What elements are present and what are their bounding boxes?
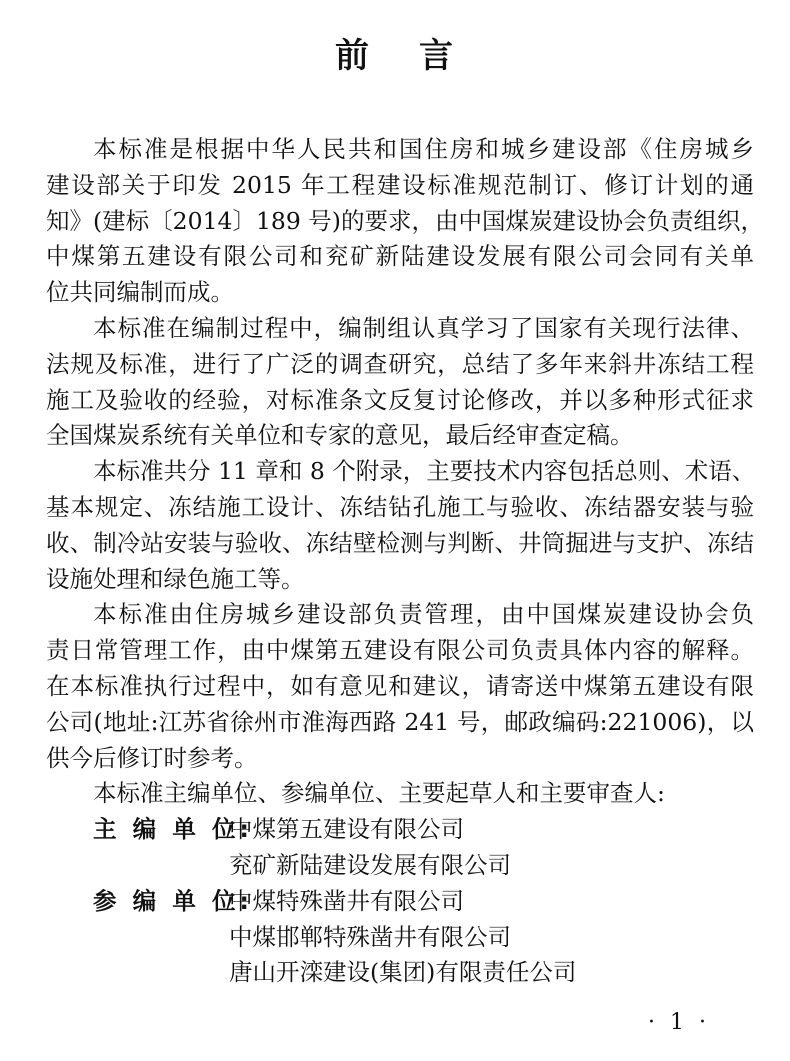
participating-unit-value-1: 中煤特殊凿井有限公司 — [229, 886, 464, 915]
para2-line4: 全国煤炭系统有关单位和专家的意见，最后经审查定稿。 — [46, 421, 634, 450]
participating-unit-value-2: 中煤邯郸特殊凿井有限公司 — [229, 922, 511, 951]
para3-line4: 设施处理和绿色施工等。 — [46, 564, 305, 593]
para2-line3: 施工及验收的经验，对标准条文反复讨论修改，并以多种形式征求 — [46, 385, 754, 414]
para1-line5: 位共同编制而成。 — [46, 278, 234, 307]
participating-unit-row-2 — [46, 920, 754, 956]
participating-unit-row-1 — [46, 884, 754, 920]
para4-line5: 供今后修订时参考。 — [46, 743, 258, 772]
title-char-2: 言 — [419, 36, 455, 76]
para1-line3: 知》(建标〔2014〕189 号)的要求，由中国煤炭建设协会负责组织， — [46, 206, 764, 235]
para2-line1: 本标准在编制过程中，编制组认真学习了国家有关现行法律、 — [93, 313, 754, 342]
para5-line1: 本标准主编单位、参编单位、主要起草人和主要审查人: — [93, 779, 665, 808]
para2-line2: 法规及标准，进行了广泛的调查研究，总结了多年来斜井冻结工程 — [46, 349, 754, 378]
chief-unit-row-2 — [46, 848, 754, 884]
page-title — [0, 28, 790, 77]
page-number: · 1 · — [648, 1010, 710, 1035]
para4-line4: 公司(地址:江苏省徐州市淮海西路 241 号，邮政编码:221006)，以 — [46, 707, 754, 736]
chief-unit-value-2: 兖矿新陆建设发展有限公司 — [229, 850, 511, 879]
participating-unit-label: 参 编 单 位: — [93, 886, 253, 915]
para1-line4: 中煤第五建设有限公司和兖矿新陆建设发展有限公司会同有关单 — [46, 242, 754, 271]
para3-line1: 本标准共分 11 章和 8 个附录，主要技术内容包括总则、术语、 — [93, 457, 756, 486]
participating-unit-value-3: 唐山开滦建设(集团)有限责任公司 — [229, 958, 577, 987]
para3-line2: 基本规定、冻结施工设计、冻结钻孔施工与验收、冻结器安装与验 — [46, 492, 754, 521]
para4-line3: 在本标准执行过程中，如有意见和建议，请寄送中煤第五建设有限 — [46, 671, 754, 700]
chief-unit-row-1 — [46, 812, 754, 848]
para3-line3: 收、制冷站安装与验收、冻结壁检测与判断、井筒掘进与支护、冻结 — [46, 528, 754, 557]
para1-line2: 建设部关于印发 2015 年工程建设标准规范制订、修订计划的通 — [46, 170, 754, 199]
preface-body — [46, 132, 764, 991]
para1-line1: 本标准是根据中华人民共和国住房和城乡建设部《住房城乡 — [93, 135, 754, 163]
para4-line2: 责日常管理工作，由中煤第五建设有限公司负责具体内容的解释。 — [46, 636, 754, 665]
chief-unit-value-1: 中煤第五建设有限公司 — [229, 815, 464, 844]
chief-unit-label: 主 编 单 位: — [93, 815, 253, 844]
title-char-1: 前 — [335, 36, 371, 76]
para4-line1: 本标准由住房城乡建设部负责管理，由中国煤炭建设协会负 — [93, 600, 754, 629]
participating-unit-row-3 — [46, 955, 754, 991]
